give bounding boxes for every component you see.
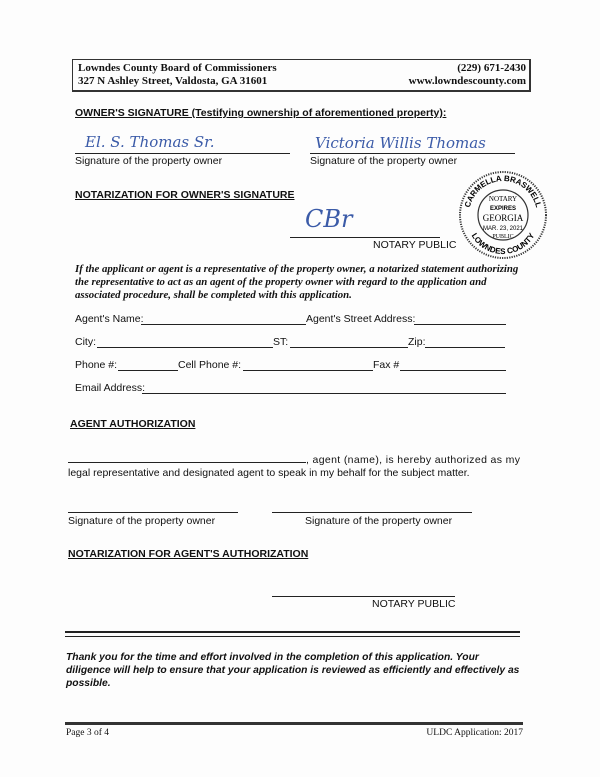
cell-field[interactable]	[243, 370, 373, 371]
auth-owner-signature-field-2[interactable]	[272, 512, 472, 513]
thank-you-note: Thank you for the time and effort involved in the completion of this application. Your diligence will help to ensure that your application is reviewed as efficiently and effectively as possible.	[66, 652, 520, 689]
fax-label: Fax #	[373, 359, 400, 371]
auth-signature-label-2: Signature of the property owner	[305, 515, 453, 527]
notarization-agent-heading: NOTARIZATION FOR AGENT'S AUTHORIZATION	[68, 548, 309, 560]
org-name: Lowndes County Board of Commissioners	[78, 62, 277, 74]
email-field[interactable]	[142, 393, 506, 394]
city-label: City:	[75, 336, 96, 348]
auth-owner-signature-field-1[interactable]	[68, 512, 238, 513]
owner-signature-label-1: Signature of the property owner	[75, 155, 223, 167]
agent-name-field[interactable]	[141, 324, 306, 325]
phone-label: Phone #:	[75, 359, 118, 371]
stamp-expires: EXPIRES	[489, 206, 517, 212]
state-field[interactable]	[290, 347, 408, 348]
owner-signature-heading: OWNER'S SIGNATURE (Testifying ownership of aforementioned property):	[75, 107, 447, 119]
zip-field[interactable]	[425, 347, 505, 348]
owner-signature-1: El. S. Thomas Sr.	[85, 133, 215, 151]
stamp-notary: NOTARY	[488, 195, 518, 203]
agent-name-label: Agent's Name:	[75, 313, 144, 325]
owner-signature-label-2: Signature of the property owner	[310, 155, 458, 167]
email-label: Email Address:	[75, 382, 146, 394]
page-number: Page 3 of 4	[66, 728, 110, 738]
zip-label: Zip:	[408, 336, 426, 348]
authorization-text-1: , agent (name), is hereby authorized as my	[306, 454, 521, 466]
state-label: ST:	[273, 336, 289, 348]
agent-name-auth-field[interactable]	[68, 462, 306, 463]
authorization-text-2: legal representative and designated agent to speak in my behalf for the subject matter.	[68, 467, 470, 479]
fax-field[interactable]	[400, 370, 506, 371]
phone-field[interactable]	[118, 370, 178, 371]
org-website: www.lowndescounty.com	[408, 75, 526, 87]
stamp-state: GEORGIA	[482, 213, 524, 223]
notary-stamp	[458, 170, 548, 260]
auth-signature-label-1: Signature of the property owner	[68, 515, 216, 527]
footer-rule	[65, 722, 523, 725]
svg-text:CARMELLA BRASWELL	[463, 174, 543, 209]
city-field[interactable]	[97, 347, 273, 348]
notary-public-label-1: NOTARY PUBLIC	[373, 239, 457, 251]
agent-street-field[interactable]	[414, 324, 506, 325]
notary-signature: CBr	[305, 205, 353, 233]
org-address: 327 N Ashley Street, Valdosta, GA 31601	[78, 75, 268, 87]
owner-signature-2: Victoria Willis Thomas	[315, 134, 486, 152]
org-phone: (229) 671-2430	[457, 62, 526, 74]
representative-note: If the applicant or agent is a representative of the property owner, a notarized statement authorizing the representative to act as an agent of the property owner with regard to the application and associated procedure, shall be completed with this application.	[75, 263, 519, 301]
stamp-county: LOWNDES COUNTY	[469, 231, 537, 257]
cell-label: Cell Phone #:	[178, 359, 242, 371]
stamp-name: CARMELLA BRASWELL	[462, 173, 544, 209]
notarization-owner-heading: NOTARIZATION FOR OWNER'S SIGNATURE	[75, 189, 295, 201]
stamp-public: PUBLIC	[492, 234, 514, 240]
section-divider	[65, 631, 520, 637]
stamp-date: MAR. 23, 2021	[482, 226, 524, 232]
notary-public-label-2: NOTARY PUBLIC	[372, 598, 456, 610]
letterhead-box	[72, 59, 531, 92]
agent-notary-signature-field[interactable]	[272, 596, 455, 597]
form-version: ULDC Application: 2017	[426, 728, 523, 738]
agent-authorization-heading: AGENT AUTHORIZATION	[70, 418, 196, 430]
agent-street-label: Agent's Street Address:	[306, 313, 416, 325]
